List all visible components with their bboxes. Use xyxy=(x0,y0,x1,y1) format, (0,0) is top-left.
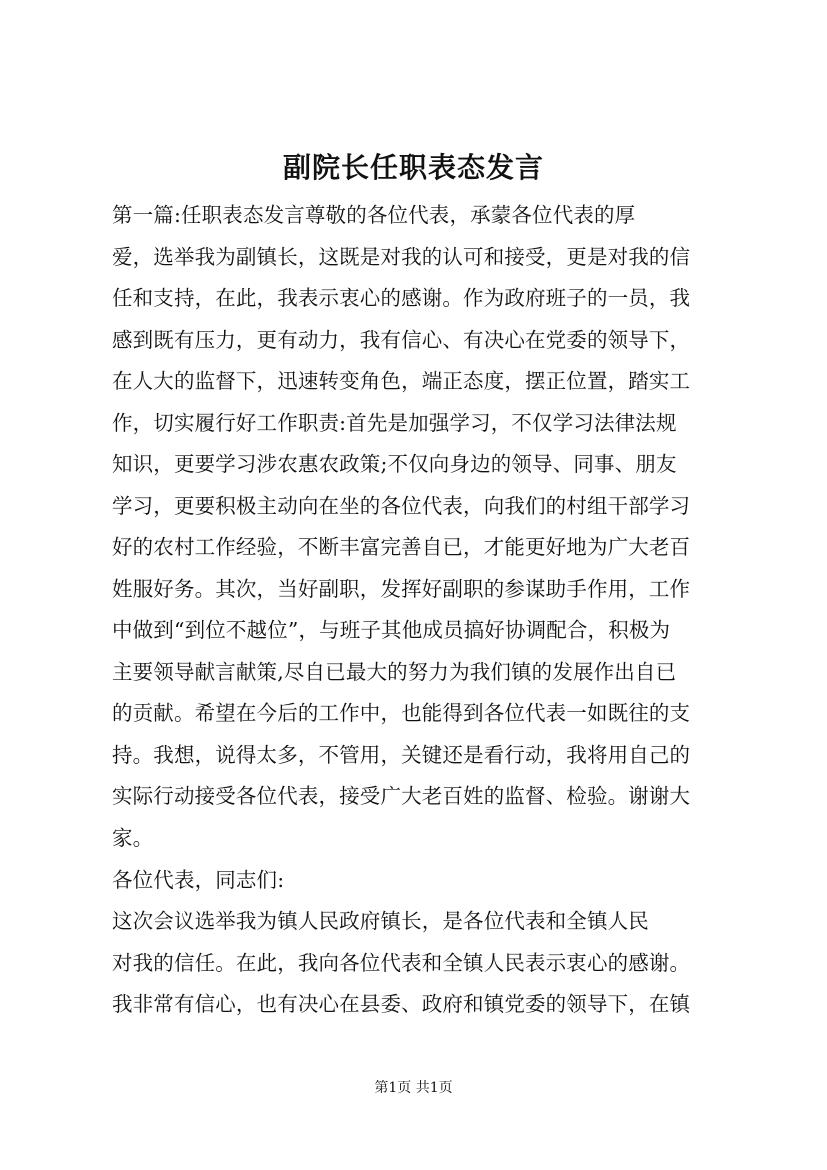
text-line: 实际行动接受各位代表，接受广大老百姓的监督、检验。谢谢大 xyxy=(112,784,691,808)
text-line: 感到既有压力，更有动力，我有信心、有决心在党委的领导下， xyxy=(112,328,691,352)
text-line: 任和支持，在此，我表示衷心的感谢。作为政府班子的一员，我 xyxy=(112,286,691,310)
text-line: 作，切实履行好工作职责:首先是加强学习，不仅学习法律法规 xyxy=(112,411,677,435)
text-line: 知识，更要学习涉农惠农政策;不仅向身边的领导、同事、朋友 xyxy=(112,452,677,476)
text-line: 中做到“到位不越位”，与班子其他成员搞好协调配合，积极为 xyxy=(112,618,671,642)
text-line: 持。我想，说得太多，不管用，关键还是看行动，我将用自己的 xyxy=(112,743,691,767)
page-number-footer: 第1页 共1页 xyxy=(374,1080,453,1096)
text-line: 学习，更要积极主动向在坐的各位代表，向我们的村组干部学习 xyxy=(112,494,691,518)
text-line: 对我的信任。在此，我向各位代表和全镇人民表示衷心的感谢。 xyxy=(112,951,691,975)
text-line: 各位代表，同志们: xyxy=(112,868,285,892)
text-line: 好的农村工作经验，不断丰富完善自已，才能更好地为广大老百 xyxy=(112,535,691,559)
text-line: 这次会议选举我为镇人民政府镇长，是各位代表和全镇人民 xyxy=(112,909,649,933)
text-line: 我非常有信心，也有决心在县委、政府和镇党委的领导下，在镇 xyxy=(112,992,691,1016)
text-line: 第一篇:任职表态发言尊敬的各位代表，承蒙各位代表的厚 xyxy=(112,203,636,227)
text-line: 在人大的监督下，迅速转变角色，端正态度，摆正位置，踏实工 xyxy=(112,369,691,393)
text-line: 爱，选举我为副镇长，这既是对我的认可和接受，更是对我的信 xyxy=(112,245,691,269)
page-title: 副院长任职表态发言 xyxy=(282,151,544,184)
text-line: 家。 xyxy=(112,826,154,850)
text-line: 姓服好务。其次，当好副职，发挥好副职的参谋助手作用，工作 xyxy=(112,577,691,601)
text-line: 的贡献。希望在今后的工作中，也能得到各位代表一如既往的支 xyxy=(112,701,691,725)
text-line: 主要领导献言献策,尽自已最大的努力为我们镇的发展作出自已 xyxy=(112,660,677,684)
